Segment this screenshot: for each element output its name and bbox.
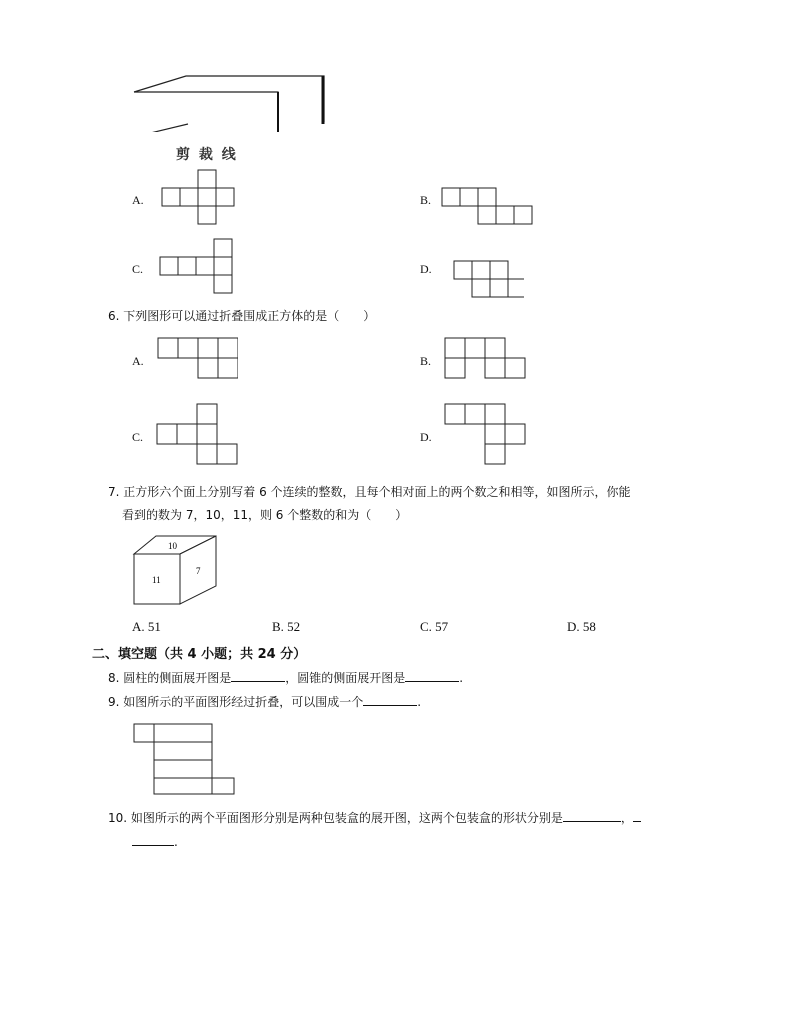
cube-side-number: 7 — [196, 566, 201, 576]
q7-question-line1: 7. 正方形六个面上分别写着 6 个连续的整数，且每个相对面上的两个数之和相等，如图所示，你能 — [108, 485, 631, 499]
q10-text-part1: 10. 如图所示的两个平面图形分别是两种包装盒的展开图，这两个包装盒的形状分别是 — [108, 811, 563, 825]
q8-text-end: . — [459, 671, 464, 685]
q9-text-part1: 9. 如图所示的平面图形经过折叠，可以围成一个 — [108, 695, 364, 709]
q10-answer-blank-1[interactable] — [563, 809, 621, 822]
q8-answer-blank-2[interactable] — [405, 669, 459, 682]
q9-text-end: . — [417, 695, 422, 709]
q9-answer-blank[interactable] — [363, 693, 417, 706]
q10-text-sep: ， — [620, 811, 633, 825]
q5-option-d-net — [450, 259, 524, 299]
q10-question-continued — [132, 832, 178, 852]
q5-option-b-label: B. — [420, 193, 432, 207]
q5-option-a-net — [160, 168, 240, 226]
q6-option-d-net — [443, 402, 527, 466]
q6-question-text: 6. 下列图形可以通过折叠围成正方体的是（ ） — [108, 309, 376, 323]
q6-option-c-label: C. — [132, 430, 144, 444]
folded-paper-figure — [128, 72, 338, 132]
q10-question — [108, 808, 641, 828]
cube-front-number: 11 — [152, 575, 161, 585]
q8-question — [108, 668, 463, 688]
q10-answer-blank-2a[interactable] — [633, 809, 641, 822]
q5-option-c-net — [158, 237, 238, 295]
cube-top-number: 10 — [168, 541, 177, 551]
q7-choice-c[interactable]: C. 57 — [420, 619, 449, 634]
cutting-line-caption: 剪 裁 线 — [176, 147, 238, 163]
q7-choice-d[interactable]: D. 58 — [567, 619, 596, 634]
q6-option-a-label: A. — [132, 354, 144, 368]
q10-text-end: . — [174, 835, 178, 849]
q8-answer-blank-1[interactable] — [231, 669, 285, 682]
q7-question-line2: 看到的数为 7，10，11，则 6 个整数的和为（ ） — [122, 508, 408, 522]
q6-option-b-net — [443, 336, 527, 380]
q7-choice-a[interactable]: A. 51 — [132, 619, 161, 634]
q9-question — [108, 692, 421, 712]
q7-cube-figure — [130, 532, 220, 608]
q6-option-b-label: B. — [420, 354, 432, 368]
q5-option-c-label: C. — [132, 262, 144, 276]
q7-choice-b[interactable]: B. 52 — [272, 619, 301, 634]
q5-option-d-label: D. — [420, 262, 432, 276]
q6-option-d-label: D. — [420, 430, 432, 444]
q6-option-c-net — [155, 402, 239, 466]
q8-text-part2: ，圆锥的侧面展开图是 — [285, 671, 406, 685]
q5-option-b-net — [440, 186, 536, 226]
q5-option-a-label: A. — [132, 193, 144, 207]
q8-text-part1: 8. 圆柱的侧面展开图是 — [108, 671, 232, 685]
q10-answer-blank-2b[interactable] — [132, 833, 174, 846]
q6-option-a-net — [156, 336, 238, 380]
section-title-fill-in: 二、填空题（共 4 小题；共 24 分） — [92, 647, 307, 662]
q9-net-figure — [132, 722, 238, 796]
